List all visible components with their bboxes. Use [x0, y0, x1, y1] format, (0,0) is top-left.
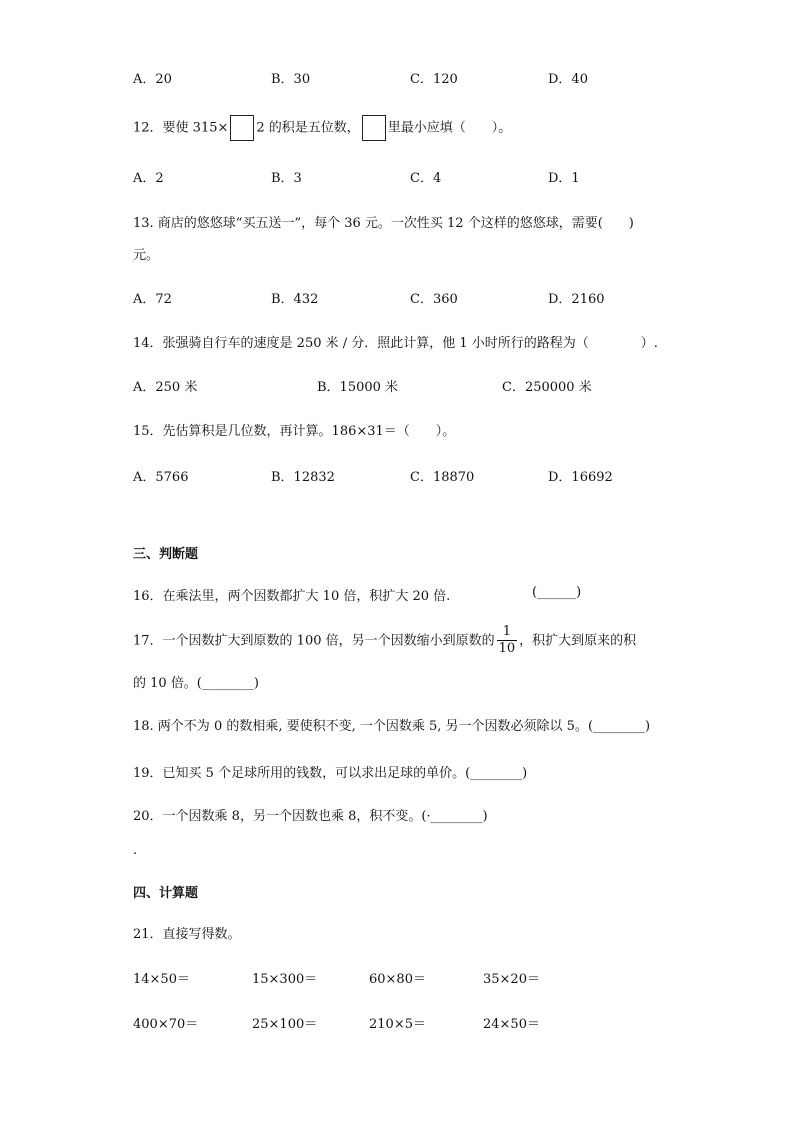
q16-answer-blank[interactable]: (______)	[532, 585, 582, 600]
q11-option-c[interactable]: C．120	[410, 72, 458, 87]
q11-option-d[interactable]: D．40	[548, 72, 588, 87]
q16-question: 16．在乘法里，两个因数都扩大 10 倍，积扩大 20 倍.	[133, 589, 451, 604]
q21-item: 24×50＝	[483, 1017, 540, 1032]
q13-option-d[interactable]: D．2160	[548, 292, 605, 307]
q17-fraction-denominator: 10	[498, 641, 516, 657]
q12-option-a[interactable]: A．2	[133, 171, 164, 186]
q14-option-b[interactable]: B．15000 米	[317, 380, 399, 395]
q12-option-b[interactable]: B．3	[271, 171, 302, 186]
q21-item: 210×5＝	[369, 1017, 426, 1032]
q12-box-2[interactable]	[362, 115, 386, 141]
section-3-heading: 三、判断题	[133, 547, 199, 562]
q21-item: 25×100＝	[252, 1017, 318, 1032]
q13-question-line1: 13. 商店的悠悠球“买五送一”，每个 36 元。一次性买 12 个这样的悠悠球，需要( )	[133, 216, 634, 231]
q11-option-b[interactable]: B．30	[271, 72, 311, 87]
q20-question: 20．一个因数乘 8，另一个因数也乘 8，积不变。(·________)	[133, 809, 488, 824]
q17-prefix: 17．一个因数扩大到原数的 100 倍，另一个因数缩小到原数的	[133, 633, 495, 649]
q11-option-a[interactable]: A．20	[133, 72, 172, 87]
q17-question-line1	[133, 624, 636, 658]
q12-box-1[interactable]	[230, 115, 254, 141]
stray-mark: .	[133, 843, 138, 858]
q14-option-a[interactable]: A．250 米	[133, 380, 198, 395]
q13-option-b[interactable]: B．432	[271, 292, 319, 307]
section-4-heading: 四、计算题	[133, 886, 199, 901]
q15-question: 15．先估算积是几位数，再计算。186×31＝（ ）。	[133, 424, 456, 439]
q21-item: 35×20＝	[483, 972, 540, 987]
q21-item: 400×70＝	[133, 1017, 199, 1032]
q12-option-c[interactable]: C．4	[410, 171, 442, 186]
q17-suffix: ，积扩大到原来的积	[519, 633, 637, 649]
q21-item: 15×300＝	[252, 972, 318, 987]
q15-option-a[interactable]: A．5766	[133, 470, 189, 485]
q14-question: 14．张强骑自行车的速度是 250 米 / 分．照此计算，他 1 小时所行的路程为（ ）.	[133, 336, 658, 351]
q13-option-c[interactable]: C．360	[410, 292, 458, 307]
q15-option-c[interactable]: C．18870	[410, 470, 475, 485]
q12-prefix: 12．要使 315×	[133, 120, 229, 136]
q12-option-d[interactable]: D．1	[548, 171, 580, 186]
q17-fraction-numerator: 1	[497, 624, 518, 641]
q19-question: 19．已知买 5 个足球所用的钱数，可以求出足球的单价。(________)	[133, 766, 528, 781]
q14-option-c[interactable]: C．250000 米	[502, 380, 592, 395]
q13-question-line2: 元。	[133, 248, 160, 263]
q21-question: 21．直接写得数。	[133, 927, 241, 942]
q13-option-a[interactable]: A．72	[133, 292, 172, 307]
q12-middle: 2 的积是五位数，	[256, 120, 360, 136]
q17-fraction	[497, 624, 518, 658]
q12-question	[133, 115, 511, 141]
q15-option-d[interactable]: D．16692	[548, 470, 613, 485]
q17-question-line2: 的 10 倍。(________)	[133, 676, 259, 691]
q15-option-b[interactable]: B．12832	[271, 470, 335, 485]
q21-item: 60×80＝	[369, 972, 426, 987]
q12-suffix: 里最小应填（ ）。	[387, 120, 512, 136]
q18-question: 18. 两个不为 0 的数相乘, 要使积不变, 一个因数乘 5, 另一个因数必须除以 5。(________)	[133, 719, 651, 734]
q21-item: 14×50＝	[133, 972, 190, 987]
